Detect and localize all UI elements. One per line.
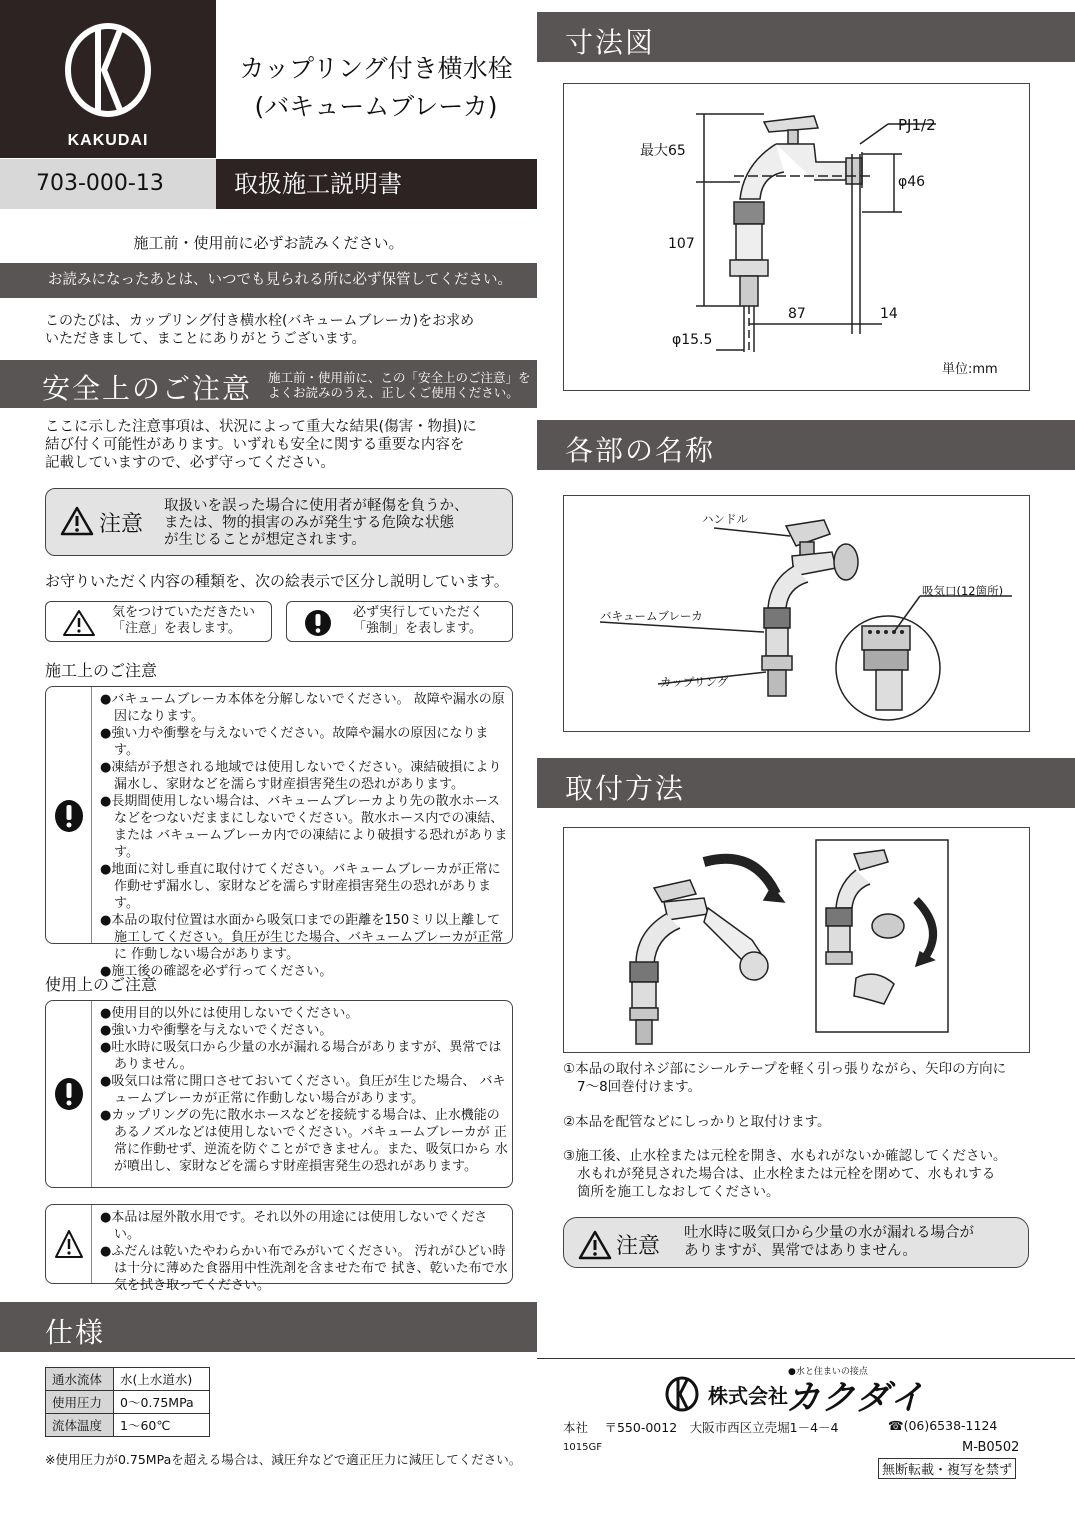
caution-label: 注意 [616,1234,661,1259]
caution-description [164,498,509,549]
copyright-notice: 無断転載・複写を禁ず [878,1458,1016,1479]
mounting-drawing [563,827,1030,1053]
dimension-drawing [563,83,1030,391]
note-item: ●施工後の確認を必ず行ってください。 [100,964,333,979]
product-name-line2: (バキュームブレーカ) [254,92,498,121]
spec-value: 1～60℃ [114,1414,210,1437]
document-code: M-B0502 [962,1440,1020,1455]
mounting-illustration [564,828,1031,1054]
note-item: ●ふだんは乾いたやわらかい布でみがいてください。 汚れがひどい時は十分に薄めた食器用中性洗剤を含ませた布で 拭き、乾いた布で水気を拭き取ってください。 [100,1244,508,1293]
install-notes-heading: 施工上のご注意 [45,661,158,680]
note-item: ●強い力や衝撃を与えないでください。 [100,1023,333,1038]
mounting-caution-text [684,1224,974,1260]
product-name-line1: カップリング付き横水栓 [239,54,513,83]
mount-step-line: 水もれが発見された場合は、止水栓または元栓を閉めて、水もれする [577,1166,996,1182]
unit-label: 単位:mm [942,362,998,377]
footer-divider [537,1358,1075,1359]
caution-line: 吐水時に吸気口から少量の水が漏れる場合が [684,1225,974,1241]
safety-note-line: 施工前・使用前に、この「安全上のご注意」を [268,370,531,385]
caution-label: 注意 [99,512,144,537]
kakudai-logo-icon [64,22,152,118]
note-item: ●使用目的以外には使用しないでください。 [100,1006,359,1021]
mount-step-line: ③施工後、止水栓または元栓を開き、水もれがないか確認してください。 [563,1148,1007,1164]
legend-caution-text [112,605,255,637]
note-item: ●地面に対し垂直に取付けてください。バキュームブレーカが正常に 作動せず漏水し、家財などを濡らす財産損害発生の恐れがあります。 [100,862,501,911]
install-notes-icon-column [46,687,92,943]
dimensions-section-header [537,12,1075,62]
spec-key: 使用圧力 [46,1391,114,1414]
safety-section-header [0,360,537,408]
note-item: ●強い力や衝撃を与えないでください。故障や漏水の原因になります。 [100,726,489,758]
brand-logo-block [0,0,216,158]
other-notes-box [45,1204,513,1293]
spec-row [46,1391,210,1414]
coupling-label: カップリング [660,675,729,689]
spec-title: 仕様 [45,1316,106,1349]
mounting-caution-box [563,1217,1029,1268]
mounting-section-header [537,758,1075,808]
warning-triangle-icon [578,1230,612,1260]
caution-description-line: または、物的損害のみが発生する危険な状態 [164,515,454,531]
safety-note-line: よくお読みのうえ、正しくご使用ください。 [268,385,519,400]
manual-title: 取扱施工説明書 [216,159,537,209]
safety-note [268,370,531,400]
note-item: ●本品の取付位置は水面から吸気口までの距離を150ミリ以上離して 施工してください。負圧が生じた場合、バキュームブレーカが正常に 作動しない場合があります。 [100,913,504,962]
note-item: ●吐水時に吸気口から少量の水が漏れる場合がありますが、異常では ありません。 [100,1040,502,1072]
pre-read-notice: 施工前・使用前に必ずお読みください。 [133,234,404,252]
note-item: ●長期間使用しない場合は、バキュームブレーカより先の散水ホース などをつないだままにしないでください。散水ホース内での凍結、または バキュームブレーカ内での凍結により破損する恐れがあります。 [100,794,508,860]
company-brand: カクダイ [786,1378,925,1418]
width-87-label: 87 [788,306,806,322]
max-height-label: 最大65 [640,143,686,159]
product-name [216,50,536,126]
parts-drawing [563,495,1030,732]
warning-triangle-icon [60,506,94,536]
caution-line: ありますが、異常ではありません。 [684,1243,917,1259]
spec-key: 流体温度 [46,1414,114,1437]
note-item: ●カップリングの先に散水ホースなどを接続する場合は、止水機能の あるノズルなどは使用しないでください。バキュームブレーカが 正常に作動せず、逆流を防ぐことができません。また、吸気口から 水が噴出し、家財などを濡らす財産損害発生の恐れがあります。 [100,1108,508,1174]
company-name: 株式会社 [708,1384,788,1408]
thanks-line: このたびは、カップリング付き横水栓(バキュームブレーカ)をお求め [45,313,475,329]
caution-description-line: 取扱いを誤った場合に使用者が軽傷を負うか、 [164,498,469,514]
company-tagline: ●水と住まいの接点 [788,1367,868,1377]
note-item: ●本品は屋外散水用です。それ以外の用途には使用しないでください。 [100,1210,488,1242]
height-107-label: 107 [668,236,695,252]
legend-line: 気をつけていただきたい [112,605,256,620]
product-code: 703-000-13 [0,159,216,209]
spec-table [45,1367,210,1437]
safety-intro-line: 記載していますので、必ず守ってください。 [45,455,335,471]
spec-section-header [0,1302,537,1352]
use-notes-heading: 使用上のご注意 [45,975,158,994]
legend-caution [45,601,272,642]
legend-line: 「強制」を表します。 [353,621,482,636]
pj-label: PJ1/2 [898,116,936,134]
safety-intro-line: ここに示した注意事項は、状況によって重大な結果(傷害・物損)に [45,419,477,435]
use-notes-box [45,1000,513,1188]
other-notes-list [100,1209,508,1294]
spec-row [46,1368,210,1391]
other-notes-icon-column [46,1205,92,1283]
company-logo-icon [664,1376,700,1412]
use-notes-icon-column [46,1001,92,1187]
safety-intro [45,418,520,472]
thanks-line: いただきまして、まことにありがとうございます。 [45,331,366,347]
warning-triangle-icon [62,609,96,637]
dimensions-title: 寸法図 [565,26,656,59]
mount-step-line: ②本品を配管などにしっかりと取付けます。 [563,1114,831,1130]
spec-value: 0～0.75MPa [114,1391,210,1414]
print-code: 1015GF [563,1442,602,1453]
diameter-155-label: φ15.5 [672,332,713,348]
keep-notice: お読みになったあとは、いつでも見られる所に必ず保管してください。 [0,263,537,298]
caution-definition-box [45,488,513,556]
exclamation-circle-icon [54,799,84,833]
thanks-message [45,312,515,348]
legend-intro: お守りいただく内容の種類を、次の絵表示で区分し説明しています。 [45,572,509,590]
note-item: ●吸気口は常に開口させておいてください。負圧が生じた場合、 バキュームブレーカが正常に作動しない場合があります。 [100,1074,506,1106]
spec-key: 通水流体 [46,1368,114,1391]
mount-step-line: ①本品の取付ネジ部にシールテープを軽く引っ張りながら、矢印の方向に [563,1061,1007,1077]
spec-note: ※使用圧力が0.75MPaを超える場合は、減圧弁などで適正圧力に減圧してください。 [45,1452,522,1467]
note-item: ●凍結が予想される地域では使用しないでください。凍結破損により 漏水し、家財などを濡らす財産損害発生の恐れがあります。 [100,760,502,792]
install-notes-list [100,691,508,980]
mount-step-3 [563,1147,1023,1201]
vacuum-breaker-label: バキュームブレーカ [600,609,703,623]
brand-name: KAKUDAI [67,132,149,149]
mount-step-2 [563,1113,1023,1131]
legend-line: 「注意」を表します。 [112,621,241,636]
mount-step-line: 7～8回巻付けます。 [577,1079,702,1095]
use-notes-list [100,1005,508,1175]
mounting-title: 取付方法 [565,772,686,805]
company-phone: ☎(06)6538-1124 [888,1418,998,1433]
exclamation-circle-icon [303,609,333,637]
legend-mandatory [286,601,513,642]
intake-label: 吸気口(12箇所) [922,584,1004,598]
company-address: 本社 〒550-0012 大阪市西区立売堀1－4－4 [563,1420,839,1435]
width-14-label: 14 [880,306,898,322]
caution-description-line: が生じることが想定されます。 [164,532,366,548]
parts-section-header [537,420,1075,470]
faucet-dimension-drawing [564,84,1031,392]
legend-line: 必ず実行していただく [353,605,484,620]
install-notes-box [45,686,513,979]
legend-mandatory-text [353,605,483,637]
spec-value: 水(上水道水) [114,1368,210,1391]
handle-label: ハンドル [702,512,748,526]
diameter-46-label: φ46 [898,174,926,190]
warning-triangle-icon [54,1229,84,1259]
mount-step-line: 箇所を施工しなおしてください。 [577,1184,780,1200]
safety-intro-line: 結び付く可能性があります。いずれも安全に関する重要な内容を [45,437,465,453]
exclamation-circle-icon [54,1077,84,1111]
parts-title: 各部の名称 [565,434,716,467]
note-item: ●バキュームブレーカ本体を分解しないでください。 故障や漏水の原因になります。 [100,692,505,724]
safety-title: 安全上のご注意 [42,372,253,405]
mount-step-1 [563,1060,1023,1096]
spec-row [46,1414,210,1437]
